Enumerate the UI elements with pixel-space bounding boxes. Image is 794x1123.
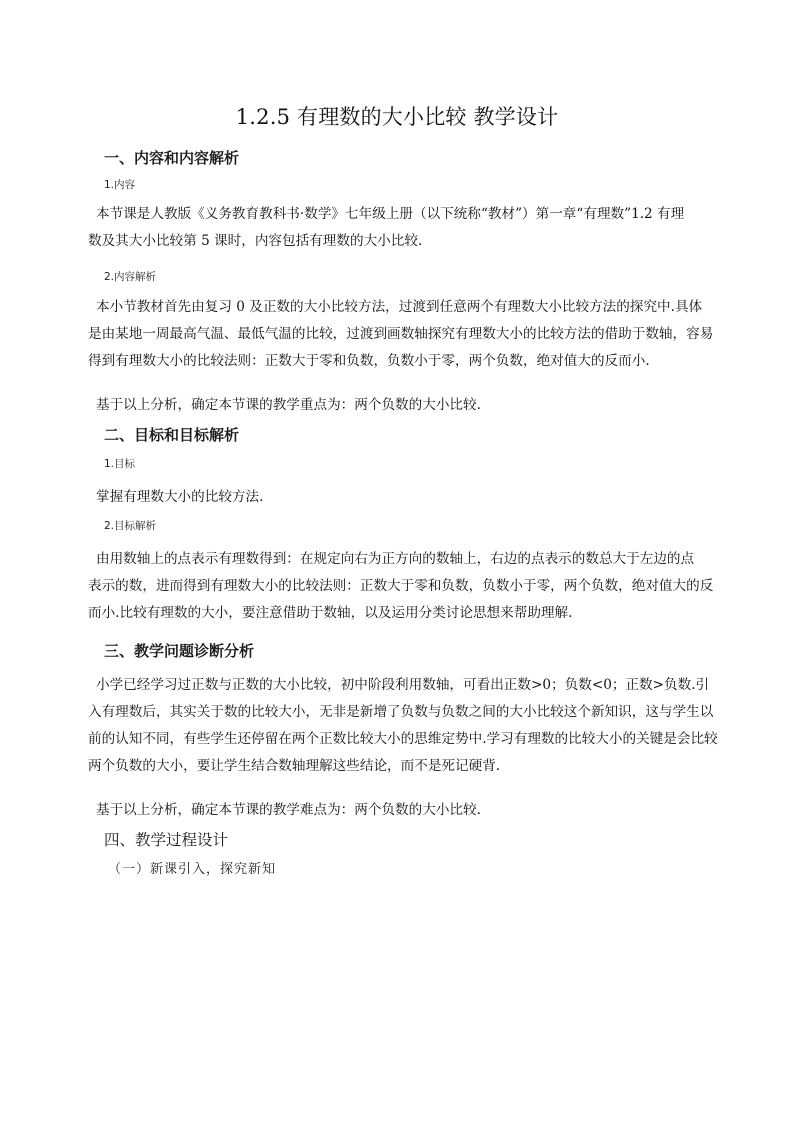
paragraph-difficulty xyxy=(88,797,722,824)
subheading-goals-analysis: 2.目标解析 xyxy=(104,520,157,532)
paragraph-focus xyxy=(88,392,722,419)
text-line: 得到有理数大小的比较法则：正数大于零和负数，负数小于零，两个负数，绝对值大的反而小. xyxy=(88,353,650,369)
page-title: 1.2.5 有理数的大小比较 教学设计 xyxy=(235,105,559,129)
text-line: 两个负数的大小，要让学生结合数轴理解这些结论，而不是死记硬背. xyxy=(88,758,501,774)
section-heading-goals: 二、目标和目标解析 xyxy=(104,426,240,444)
subheading-content: 1.内容 xyxy=(104,179,136,191)
paragraph-content xyxy=(88,201,722,255)
paragraph-goals xyxy=(88,484,722,511)
section-heading-process: 四、教学过程设计 xyxy=(104,831,229,849)
section-heading-diagnosis: 三、教学问题诊断分析 xyxy=(104,642,255,660)
paragraph-content-analysis xyxy=(88,294,722,375)
text-line: 前的认知不同，有些学生还停留在两个正数比较大小的思维定势中.学习有理数的比较大小的关键是会比较 xyxy=(88,731,718,747)
paragraph-goals-analysis xyxy=(88,546,722,627)
text-line: 基于以上分析，确定本节课的教学难点为：两个负数的大小比较. xyxy=(96,802,481,818)
text-line: 表示的数，进而得到有理数大小的比较法则：正数大于零和负数，负数小于零，两个负数，绝对值大的反 xyxy=(88,578,714,594)
text-line: 基于以上分析，确定本节课的教学重点为：两个负数的大小比较. xyxy=(96,397,481,413)
subheading-goals: 1.目标 xyxy=(104,458,136,470)
text-line: 小学已经学习过正数与正数的大小比较，初中阶段利用数轴，可看出正数>0；负数<0；正数>负数.引 xyxy=(96,677,710,693)
subheading-content-analysis: 2.内容解析 xyxy=(104,271,157,283)
paragraph-diagnosis xyxy=(88,672,722,780)
text-line: 本节课是人教版《义务教育教科书·数学》七年级上册（以下统称“教材”）第一章“有理数”1.2 有理 xyxy=(96,206,685,222)
subsection-heading-intro: （一）新课引入，探究新知 xyxy=(108,862,277,877)
text-line: 是由某地一周最高气温、最低气温的比较，过渡到画数轴探究有理数大小的比较方法的借助于数轴，容易 xyxy=(88,326,714,342)
text-line: 数及其大小比较第 5 课时，内容包括有理数的大小比较. xyxy=(88,233,423,249)
text-line: 掌握有理数大小的比较方法. xyxy=(96,489,264,505)
text-line: 由用数轴上的点表示有理数得到：在规定向右为正方向的数轴上，右边的点表示的数总大于左边的点 xyxy=(96,551,695,567)
text-line: 而小.比较有理数的大小，要注意借助于数轴，以及运用分类讨论思想来帮助理解. xyxy=(88,605,573,621)
text-line: 本小节教材首先由复习 0 及正数的大小比较方法，过渡到任意两个有理数大小比较方法的探究中.具体 xyxy=(96,299,703,315)
section-heading-content: 一、内容和内容解析 xyxy=(104,149,240,167)
text-line: 入有理数后，其实关于数的比较大小，无非是新增了负数与负数之间的大小比较这个新知识，这与学生以 xyxy=(88,704,714,720)
